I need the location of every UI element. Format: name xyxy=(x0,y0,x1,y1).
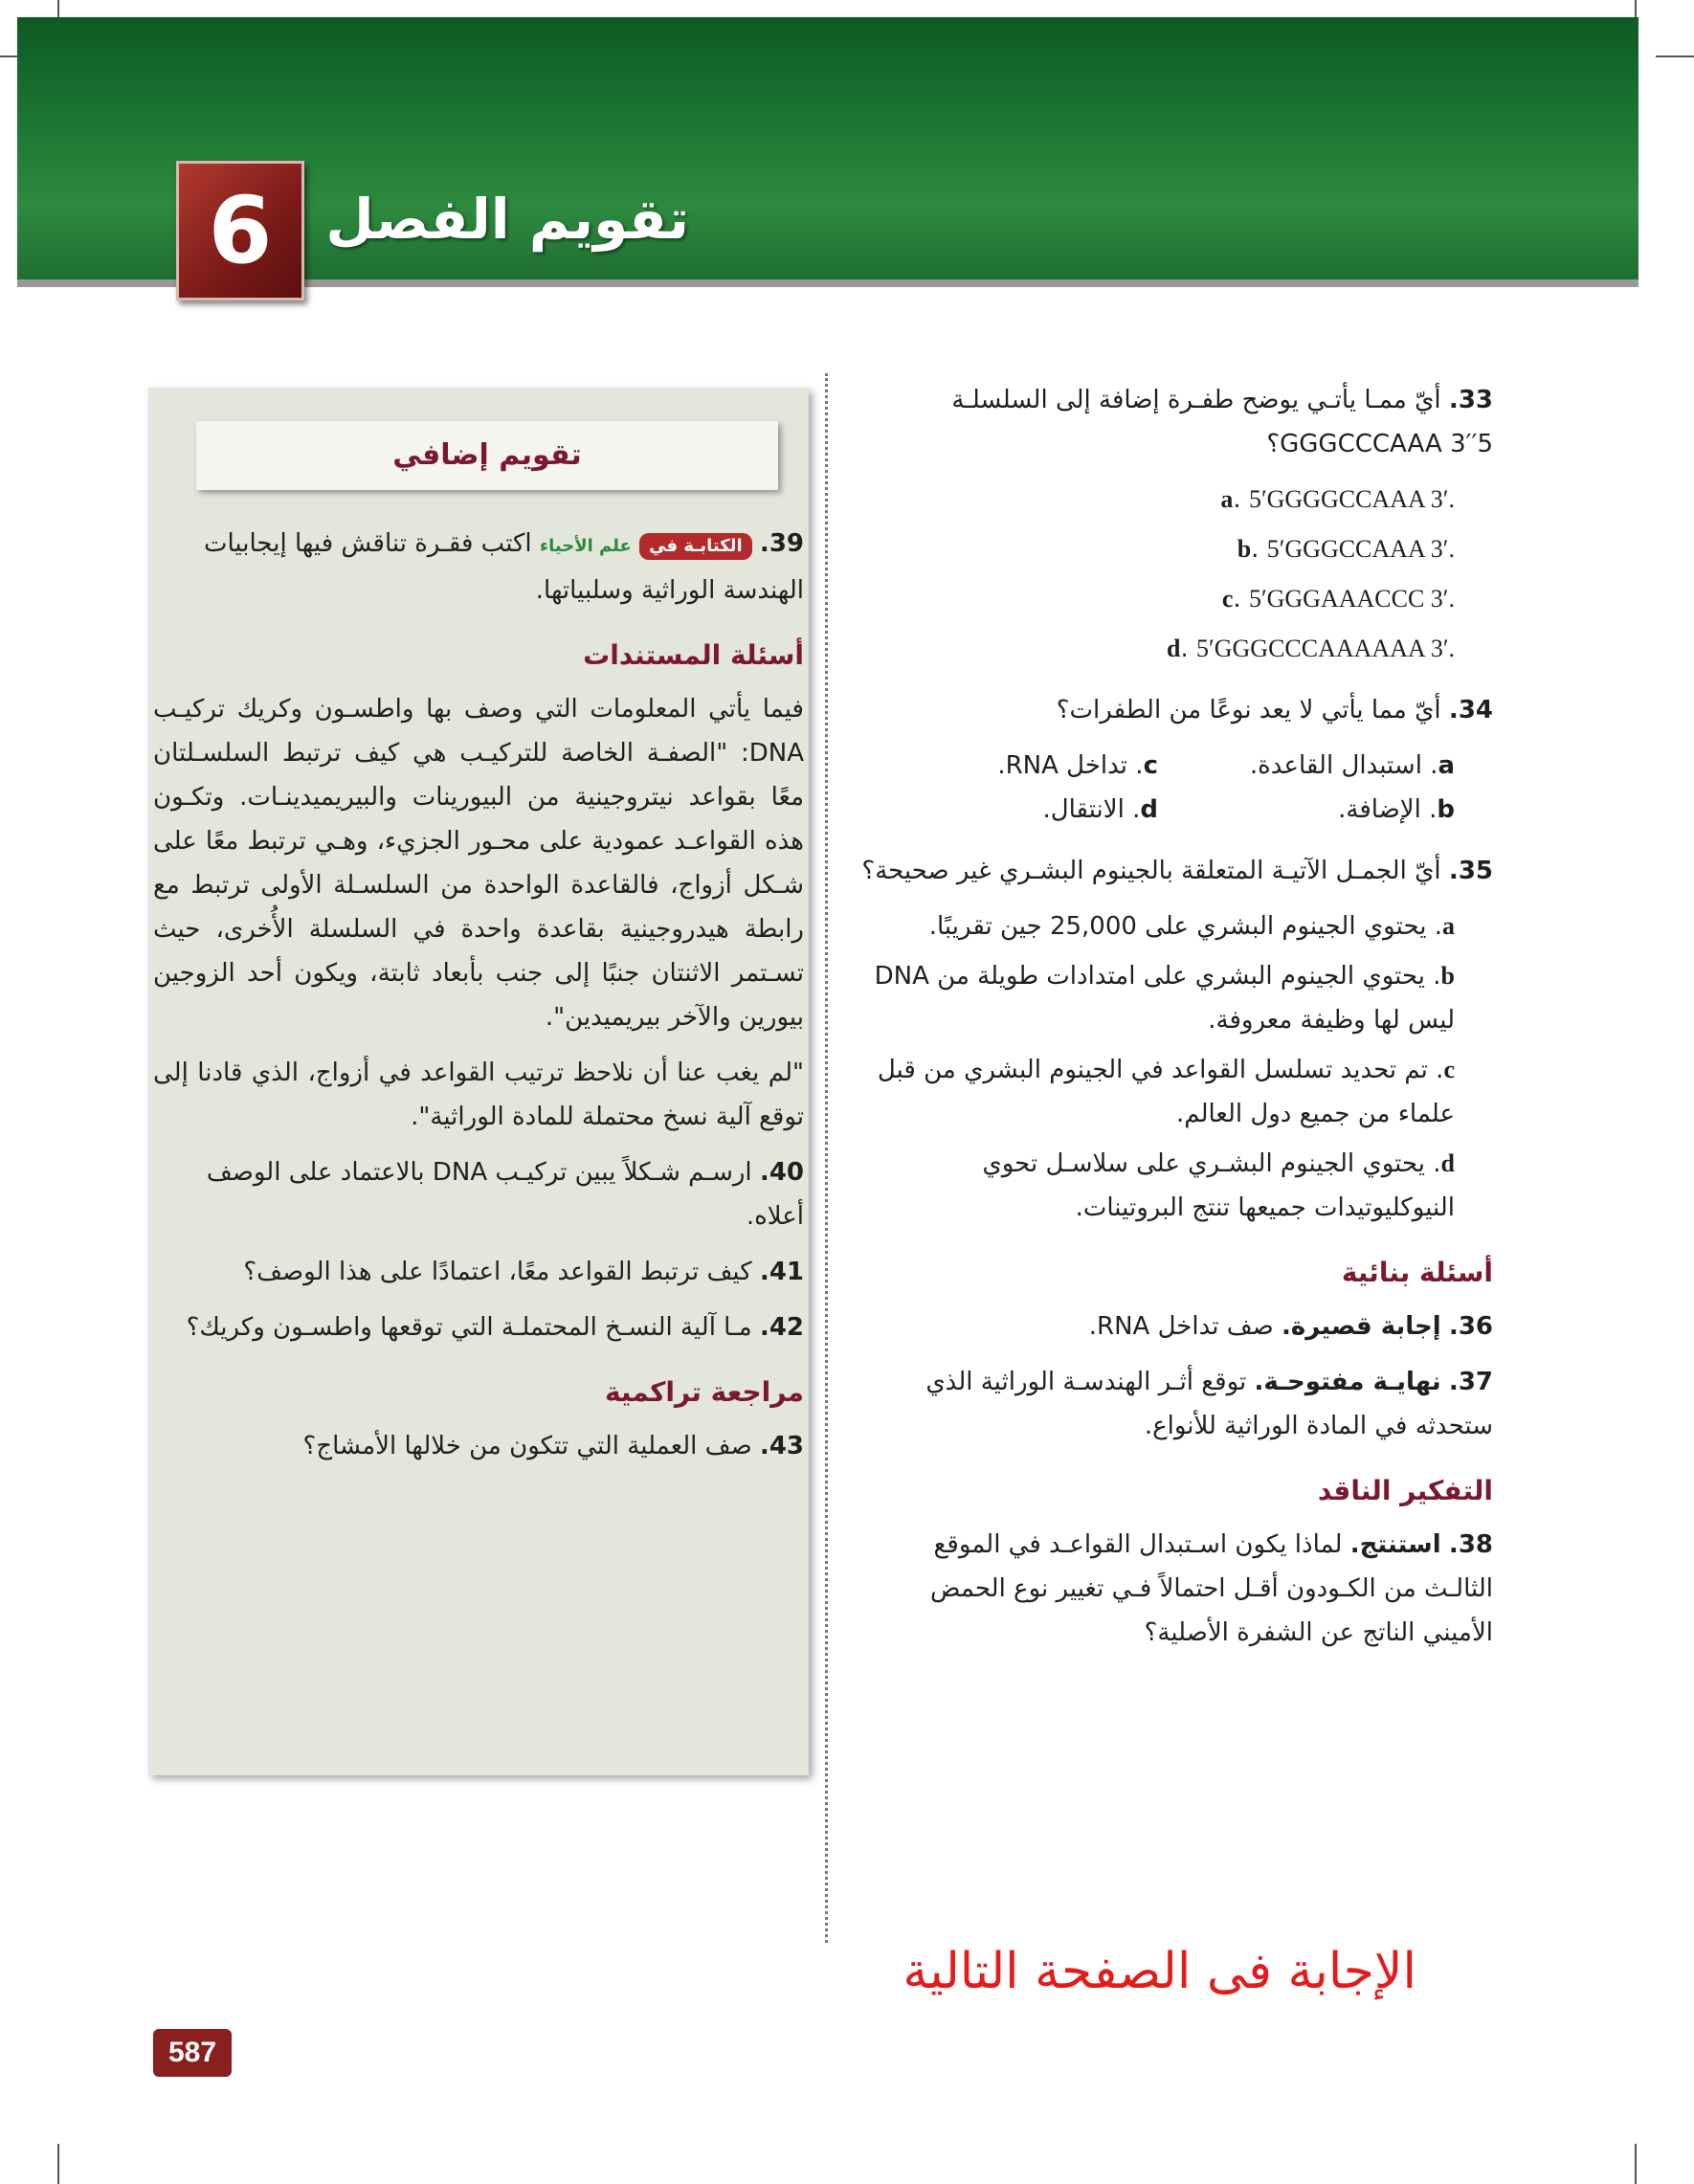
option-letter: d xyxy=(1140,795,1158,824)
question-43 xyxy=(153,1424,804,1468)
chapter-title: تقويم الفصل xyxy=(325,187,689,252)
option-33a: a. 5′GGGGCCAAA 3′. xyxy=(1220,485,1455,514)
option-letter: c xyxy=(1143,751,1158,780)
column-divider xyxy=(825,373,828,1943)
question-number: 41. xyxy=(759,1258,804,1286)
question-39 xyxy=(153,522,804,613)
question-41 xyxy=(153,1250,804,1294)
option-text: تم تحديد تسلسل القواعد في الجينوم البشري من قبل علماء من جميع دول العالم. xyxy=(877,1056,1455,1128)
question-text: أيّ ممـا يأتـي يوضح طفـرة إضافة إلى السلسلـة 5′GGGCCCAAA 3′؟ xyxy=(951,386,1493,458)
option-letter: b xyxy=(1437,795,1455,824)
chapter-number-badge: 6 xyxy=(176,161,304,301)
option-35d: d. يحتوي الجينوم البشـري على سلاسـل تحوي النيوكليوتيدات جميعها تنتج البروتينات. xyxy=(982,1149,1455,1222)
question-40 xyxy=(153,1150,804,1238)
question-number: 33. xyxy=(1448,386,1493,414)
page-number: 587 xyxy=(153,2029,232,2077)
question-35 xyxy=(861,849,1493,893)
right-column xyxy=(861,378,1493,1666)
left-column xyxy=(153,522,804,1480)
option-33d: d. 5′GGGCCCAAAAAA 3′. xyxy=(1167,635,1455,663)
options-34 xyxy=(861,744,1493,832)
option-34c: c. تداخل RNA. xyxy=(997,751,1158,780)
option-text: 5′GGGGCCAAA 3′. xyxy=(1248,485,1455,513)
panel-title: تقويم إضافي xyxy=(196,421,778,490)
question-number: 35. xyxy=(1448,857,1493,885)
option-text: استبدال القاعدة. xyxy=(1249,751,1422,780)
option-letter: a xyxy=(1442,912,1455,940)
question-42 xyxy=(153,1305,804,1349)
option-text: تداخل RNA. xyxy=(997,751,1128,780)
question-number: 43. xyxy=(759,1432,804,1460)
question-number: 34. xyxy=(1448,696,1493,724)
writing-tag: الكتابـة في xyxy=(639,533,752,560)
option-34d: d. الانتقال. xyxy=(1042,795,1158,824)
option-35c: c. تم تحديد تسلسل القواعد في الجينوم البشري من قبل علماء من جميع دول العالم. xyxy=(877,1056,1455,1128)
question-number: 39. xyxy=(759,529,804,558)
question-text: مـا آلية النسـخ المحتملـة التي توقعها واطسـون وكريك؟ xyxy=(186,1313,752,1342)
option-letter: c xyxy=(1443,1056,1455,1083)
option-text: 5′GGGCCCAAAAAA 3′. xyxy=(1196,635,1455,662)
question-number: 38. xyxy=(1448,1530,1493,1559)
question-text: أيّ الجمـل الآتيـة المتعلقة بالجينوم البشـري غير صحيحة؟ xyxy=(861,857,1441,885)
option-text: 5′GGGCCAAA 3′. xyxy=(1266,535,1455,563)
option-34b: b. الإضافة. xyxy=(1338,795,1455,824)
option-35b: b. يحتوي الجينوم البشري على امتدادات طويلة من DNA ليس لها وظيفة معروفة. xyxy=(874,962,1455,1035)
question-text: صف تداخل RNA. xyxy=(1088,1312,1274,1341)
option-letter: c xyxy=(1221,585,1234,613)
option-text: يحتوي الجينوم البشري على 25,000 جين تقريبًا. xyxy=(928,912,1427,941)
question-number: 37. xyxy=(1448,1368,1493,1396)
question-text: اكتب فقـرة تناقش فيها إيجابيات الهندسة الوراثية وسلبياتها. xyxy=(204,529,804,605)
question-label: إجابة قصيرة. xyxy=(1282,1312,1441,1341)
crop-mark xyxy=(1635,2144,1637,2184)
question-number: 36. xyxy=(1448,1312,1493,1341)
option-text: الإضافة. xyxy=(1338,795,1421,824)
document-paragraph-1: فيما يأتي المعلومات التي وصف بها واطسـون وكريك تركيـب DNA: "الصفـة الخاصة للتركيـب هي كيف ترتبط السلسـلتان معًا بقواعد نيتروجينية من البيورينات والبيريميدينـات. وتكـون هذه القواعـد عمودية على محـور الجزيء، وهـي ترتبط معًا على شـكل أزواج، فالقاعدة الواحدة من السلسـلة الأولى ترتبط مع رابطة هيدروجينية بقاعدة واحدة في السلسلة الأُخرى، حيث تسـتمر الاثنتان جنبًا إلى جنب بأبعاد ثابتة، ويكون أحد الزوجين بيورين والآخر بيريميدين". xyxy=(153,695,804,1032)
option-letter: b xyxy=(1440,962,1455,990)
option-letter: d xyxy=(1167,635,1181,662)
option-letter: a xyxy=(1438,751,1455,780)
section-heading-review: مراجعة تراكمية xyxy=(604,1376,804,1408)
option-33b: b. 5′GGGCCAAA 3′. xyxy=(1237,535,1455,564)
question-number: 40. xyxy=(759,1158,804,1187)
question-text: كيف ترتبط القواعد معًا، اعتمادًا على هذا الوصف؟ xyxy=(243,1258,752,1286)
option-33c: c. 5′GGGAAACCC 3′. xyxy=(1221,585,1455,613)
option-letter: b xyxy=(1237,535,1252,563)
option-text: يحتوي الجينوم البشـري على سلاسـل تحوي النيوكليوتيدات جميعها تنتج البروتينات. xyxy=(982,1149,1455,1222)
document-paragraph-2: "لم يغب عنا أن نلاحظ ترتيب القواعد في أزواج، الذي قادنا إلى توقع آلية نسخ محتملة للمادة الوراثية". xyxy=(153,1059,804,1131)
question-number: 42. xyxy=(759,1313,804,1342)
crop-mark xyxy=(57,2144,59,2184)
question-37 xyxy=(861,1360,1493,1448)
section-heading-constructive: أسئلة بنائية xyxy=(1341,1257,1493,1288)
option-letter: d xyxy=(1440,1149,1455,1177)
question-label: استنتج. xyxy=(1349,1530,1441,1559)
question-33 xyxy=(861,378,1493,466)
option-34a: a. استبدال القاعدة. xyxy=(1249,751,1455,780)
question-34 xyxy=(861,688,1493,732)
question-36 xyxy=(861,1304,1493,1348)
crop-mark xyxy=(1656,56,1694,57)
question-text: ارسـم شـكلاً يبين تركيـب DNA بالاعتماد على الوصف أعلاه. xyxy=(206,1158,804,1231)
answer-next-page-note: الإجابة فى الصفحة التالية xyxy=(903,1943,1416,2000)
question-text: صف العملية التي تتكون من خلالها الأمشاج؟ xyxy=(302,1432,752,1460)
option-35a: a. يحتوي الجينوم البشري على 25,000 جين تقريبًا. xyxy=(928,912,1455,941)
option-text: 5′GGGAAACCC 3′. xyxy=(1248,585,1455,613)
section-heading-documents: أسئلة المستندات xyxy=(583,639,804,671)
section-heading-critical: التفكير الناقد xyxy=(1317,1475,1493,1506)
question-label: نهايـة مفتوحـة. xyxy=(1254,1368,1441,1396)
subject-tag: علم الأحياء xyxy=(539,536,632,556)
option-text: الانتقال. xyxy=(1042,795,1125,824)
question-text: أيّ مما يأتي لا يعد نوعًا من الطفرات؟ xyxy=(1056,696,1441,724)
option-text: يحتوي الجينوم البشري على امتدادات طويلة من DNA ليس لها وظيفة معروفة. xyxy=(874,962,1455,1035)
question-text: توقع أثـر الهندسـة الوراثية الذي ستحدثه في المادة الوراثية للأنواع. xyxy=(925,1368,1493,1440)
option-letter: a xyxy=(1220,485,1234,513)
question-text: لماذا يكون اسـتبدال القواعـد في الموقع الثالـث من الكـودون أقـل احتمالاً فـي تغيير نوع الحمض الأميني الناتج عن الشفرة الأصلية؟ xyxy=(929,1530,1493,1647)
question-38 xyxy=(861,1523,1493,1655)
